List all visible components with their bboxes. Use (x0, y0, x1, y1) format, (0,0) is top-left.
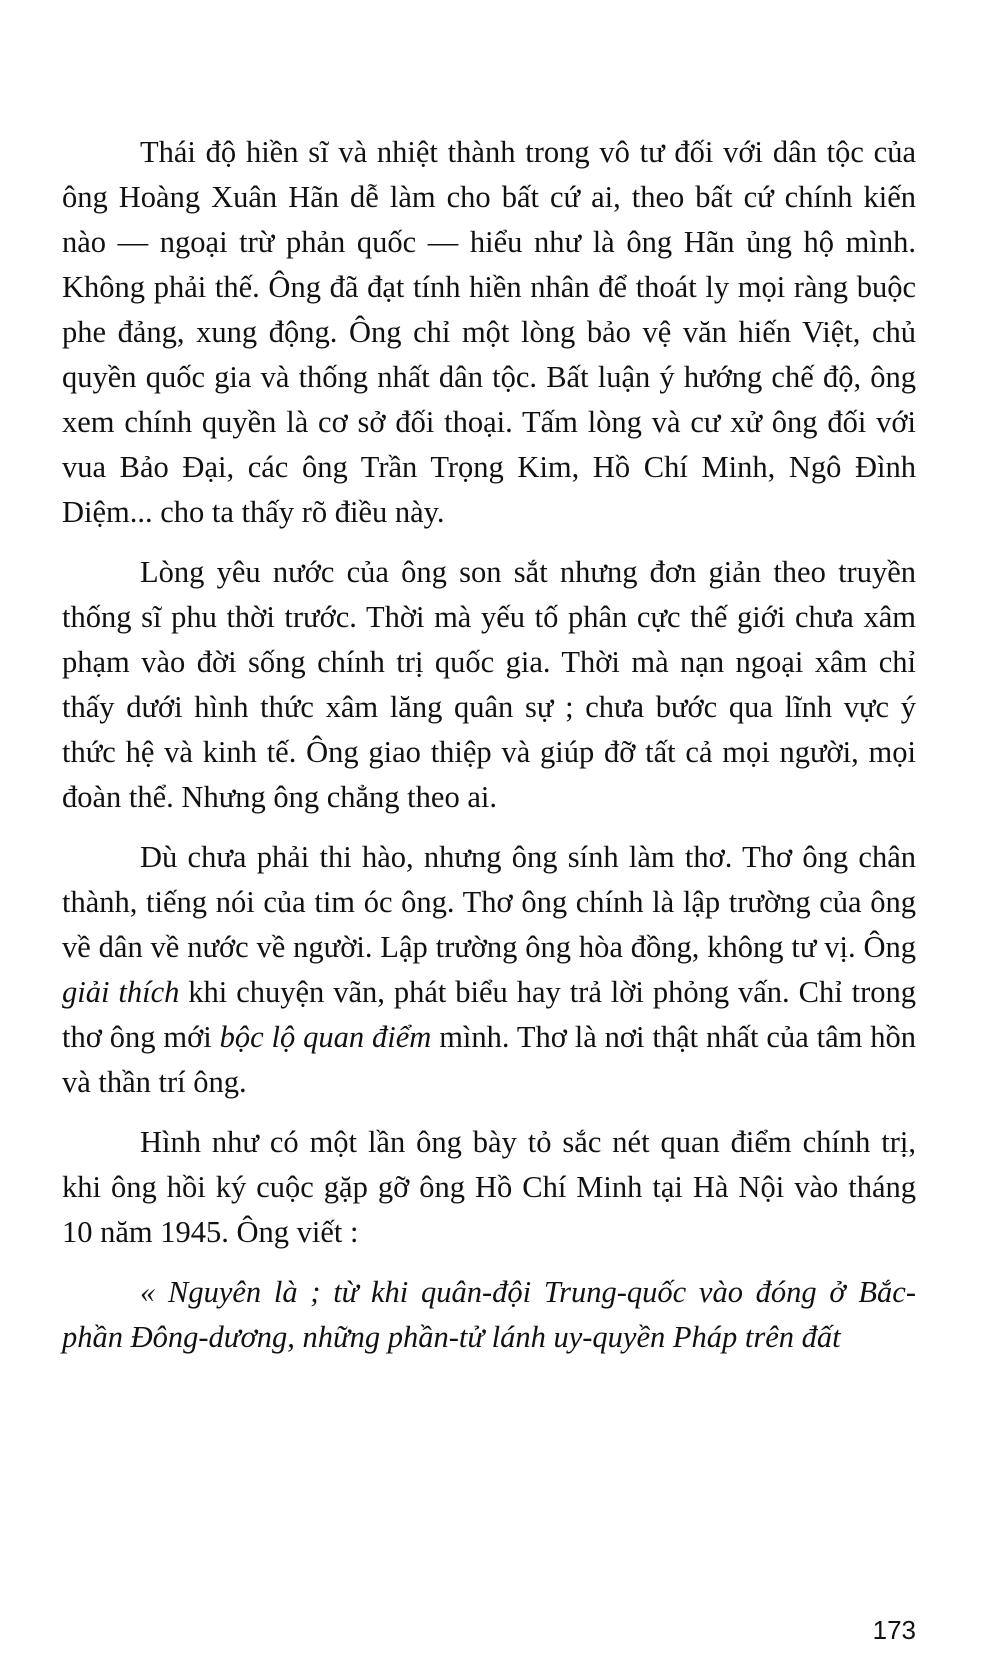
paragraph-2: Lòng yêu nước của ông son sắt nhưng đơn giản theo truyền thống sĩ phu thời trước. Thời mà yếu tố phân cực thế giới chưa xâm phạm vào đời sống chính trị quốc gia. Thời mà nạn ngoại xâm chỉ thấy dưới hình thức xâm lăng quân sự ; chưa bước qua lĩnh vực ý thức hệ và kinh tế. Ông giao thiệp và giúp đỡ tất cả mọi người, mọi đoàn thể. Nhưng ông chẳng theo ai. (62, 555, 916, 814)
paragraph-1: Thái độ hiền sĩ và nhiệt thành trong vô tư đối với dân tộc của ông Hoàng Xuân Hãn dễ làm cho bất cứ ai, theo bất cứ chính kiến nào — ngoại trừ phản quốc — hiểu như là ông Hãn ủng hộ mình. Không phải thế. Ông đã đạt tính hiền nhân để thoát ly mọi ràng buộc phe đảng, xung động. Ông chỉ một lòng bảo vệ văn hiến Việt, chủ quyền quốc gia và thống nhất dân tộc. Bất luận ý hướng chế độ, ông xem chính quyền là cơ sở đối thoại. Tấm lòng và cư xử ông đối với vua Bảo Đại, các ông Trần Trọng Kim, Hồ Chí Minh, Ngô Đình Diệm... cho ta thấy rõ điều này. (62, 135, 916, 529)
paragraph-3-part-3: mình. Thơ là nơi thật nhất của tâm hồn và thần trí ông. (62, 1020, 916, 1099)
body-text (62, 130, 916, 1360)
paragraph-3-part-2: khi chuyện vãn, phát biểu hay trả lời phỏng vấn. Chỉ trong thơ ông mới (62, 975, 916, 1054)
emphasis-giai-thich: giải thích (62, 975, 180, 1009)
emphasis-boc-lo-quan-diem: bộc lộ quan điểm (219, 1020, 432, 1054)
paragraph-3-part-1: Dù chưa phải thi hào, nhưng ông sính làm thơ. Thơ ông chân thành, tiếng nói của tim óc ông. Thơ ông chính là lập trường của ông về dân về nước về người. Lập trường ông hòa đồng, không tư vị. Ông (62, 840, 916, 964)
quote-paragraph: « Nguyên là ; từ khi quân-đội Trung-quốc vào đóng ở Bắc-phần Đông-dương, những phần-tử lánh uy-quyền Pháp trên đất (62, 1275, 916, 1354)
paragraph-4: Hình như có một lần ông bày tỏ sắc nét quan điểm chính trị, khi ông hồi ký cuộc gặp gỡ ông Hồ Chí Minh tại Hà Nội vào tháng 10 năm 1945. Ông viết : (62, 1125, 916, 1249)
page-number: 173 (872, 1615, 916, 1645)
paragraph-3 (62, 835, 916, 1105)
